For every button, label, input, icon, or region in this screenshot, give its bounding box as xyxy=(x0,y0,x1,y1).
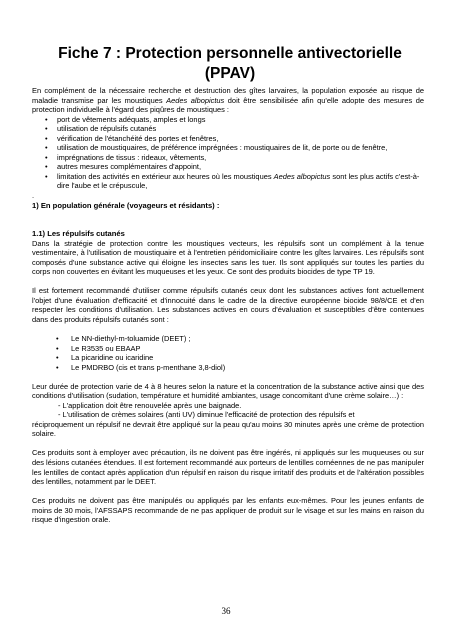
page-number: 36 xyxy=(221,606,231,616)
paragraph-sunscreen-rest: réciproquement un répulsif ne devrait être appliqué sur la peau qu'au moins 30 minutes après une crème de protection solaire. xyxy=(32,419,424,439)
measure-last-after: sont les plus actifs c'est-à-dire l'aube et le crépuscule, xyxy=(57,171,420,191)
list-item xyxy=(32,172,424,191)
paragraph-precautions: Ces produits sont à employer avec précaution, ils ne doivent pas être ingérés, ni appliqués sur les muqueuses ou sur des lésions cutanées étendues. Il est fortement recommandé aux porteurs de lentilles cornéennes de ne pas manipuler les lentilles de contact après application d'un répulsif en raison du risque irritatif des produits et de l'altération possibles des lentilles, notamment par le DEET. xyxy=(32,448,424,487)
dash-item-bath: - L'application doit être renouvelée après une baignade. xyxy=(58,400,242,410)
subsection-heading: 1.1) Les répulsifs cutanés xyxy=(32,229,125,239)
list-item: • Le NN-diethyl-m-toluamide (DEET) ; xyxy=(32,334,424,344)
dash-item-sunscreen: - L'utilisation de crèmes solaires (anti UV) diminue l'efficacité de protection des répulsifs et xyxy=(58,410,355,420)
substances-list xyxy=(32,334,424,372)
stray-mark: . xyxy=(32,191,35,201)
measures-list xyxy=(32,115,424,191)
intro-species: Aedes albopictus xyxy=(166,95,225,105)
page-title: Fiche 7 : Protection personnelle antivectorielle (PPAV) xyxy=(58,45,402,82)
paragraph-duration: Leur durée de protection varie de 4 à 8 heures selon la nature et la concentration de la substance active ainsi que des conditions d'utilisation (sudation, température et humidité ambiantes, usage concomitant d'une crème solaire…) : xyxy=(32,381,424,401)
list-item: • utilisation de répulsifs cutanés xyxy=(32,124,424,134)
paragraph-repulsifs-intro: Dans la stratégie de protection contre les moustiques vecteurs, les répulsifs sont un complément à la tenue vestimentaire, à l'utilisation de moustiquaire et à l'entretien péridomiciliaire contre les gîtes larvaires. Les répulsifs sont composés d'une substance active qui éloigne les insectes sans les tuer. Ils sont appliqués sur toutes les parties du corps non couvertes en évitant les muqueuses et les yeux. Ce sont des produits biocides de type TP 19. xyxy=(32,238,424,277)
list-item: • vérification de l'étanchéité des portes et fenêtres, xyxy=(32,134,424,144)
document-body xyxy=(32,86,424,525)
list-item: • utilisation de moustiquaires, de préférence imprégnées : moustiquaires de lit, de porte ou de fenêtre, xyxy=(32,143,424,153)
measure-last-species: Aedes albopictus xyxy=(273,171,331,181)
list-item: • La picaridine ou icaridine xyxy=(32,353,424,363)
paragraph-children: Ces produits ne doivent pas être manipulés ou appliqués par les enfants eux-mêmes. Pour les jeunes enfants de moins de 30 mois, l'AFSSAPS recommande de ne pas appliquer de produit sur le visage et sur les mains en raison du risque d'ingestion orale. xyxy=(32,496,424,525)
intro-text-after: doit être sensibilisée afin qu'elle adopte des mesures de protection individuelle à l'égard des piqûres de moustiques : xyxy=(32,95,424,115)
list-item: • Le R3535 ou EBAAP xyxy=(32,344,424,354)
list-item: • port de vêtements adéquats, amples et longs xyxy=(32,115,424,125)
intro-paragraph xyxy=(32,86,424,115)
intro-text-before: En complément de la nécessaire recherche et destruction des gîtes larvaires, la population exposée au risque de maladie transmise par les moustiques xyxy=(32,86,424,105)
list-item: • autres mesures complémentaires d'appoint, xyxy=(32,162,424,172)
paragraph-recommendation: Il est fortement recommandé d'utiliser comme répulsifs cutanés ceux dont les substances actives font actuellement l'objet d'une évaluation d'efficacité et d'innocuité dans le cadre de la directive européenne biocide 98/8/CE et d'en respecter les conditions d'utilisation. Les substances actives en cours d'évaluation et susceptibles d'être contenues dans des produits répulsifs cutanés sont : xyxy=(32,286,424,324)
section-heading: 1) En population générale (voyageurs et résidants) : xyxy=(32,200,220,210)
list-item: • imprégnations de tissus : rideaux, vêtements, xyxy=(32,153,424,163)
measure-last-before: limitation des activités en extérieur aux heures où les moustiques xyxy=(57,171,274,181)
list-item: • Le PMDRBO (cis et trans p-menthane 3,8-diol) xyxy=(32,363,424,373)
